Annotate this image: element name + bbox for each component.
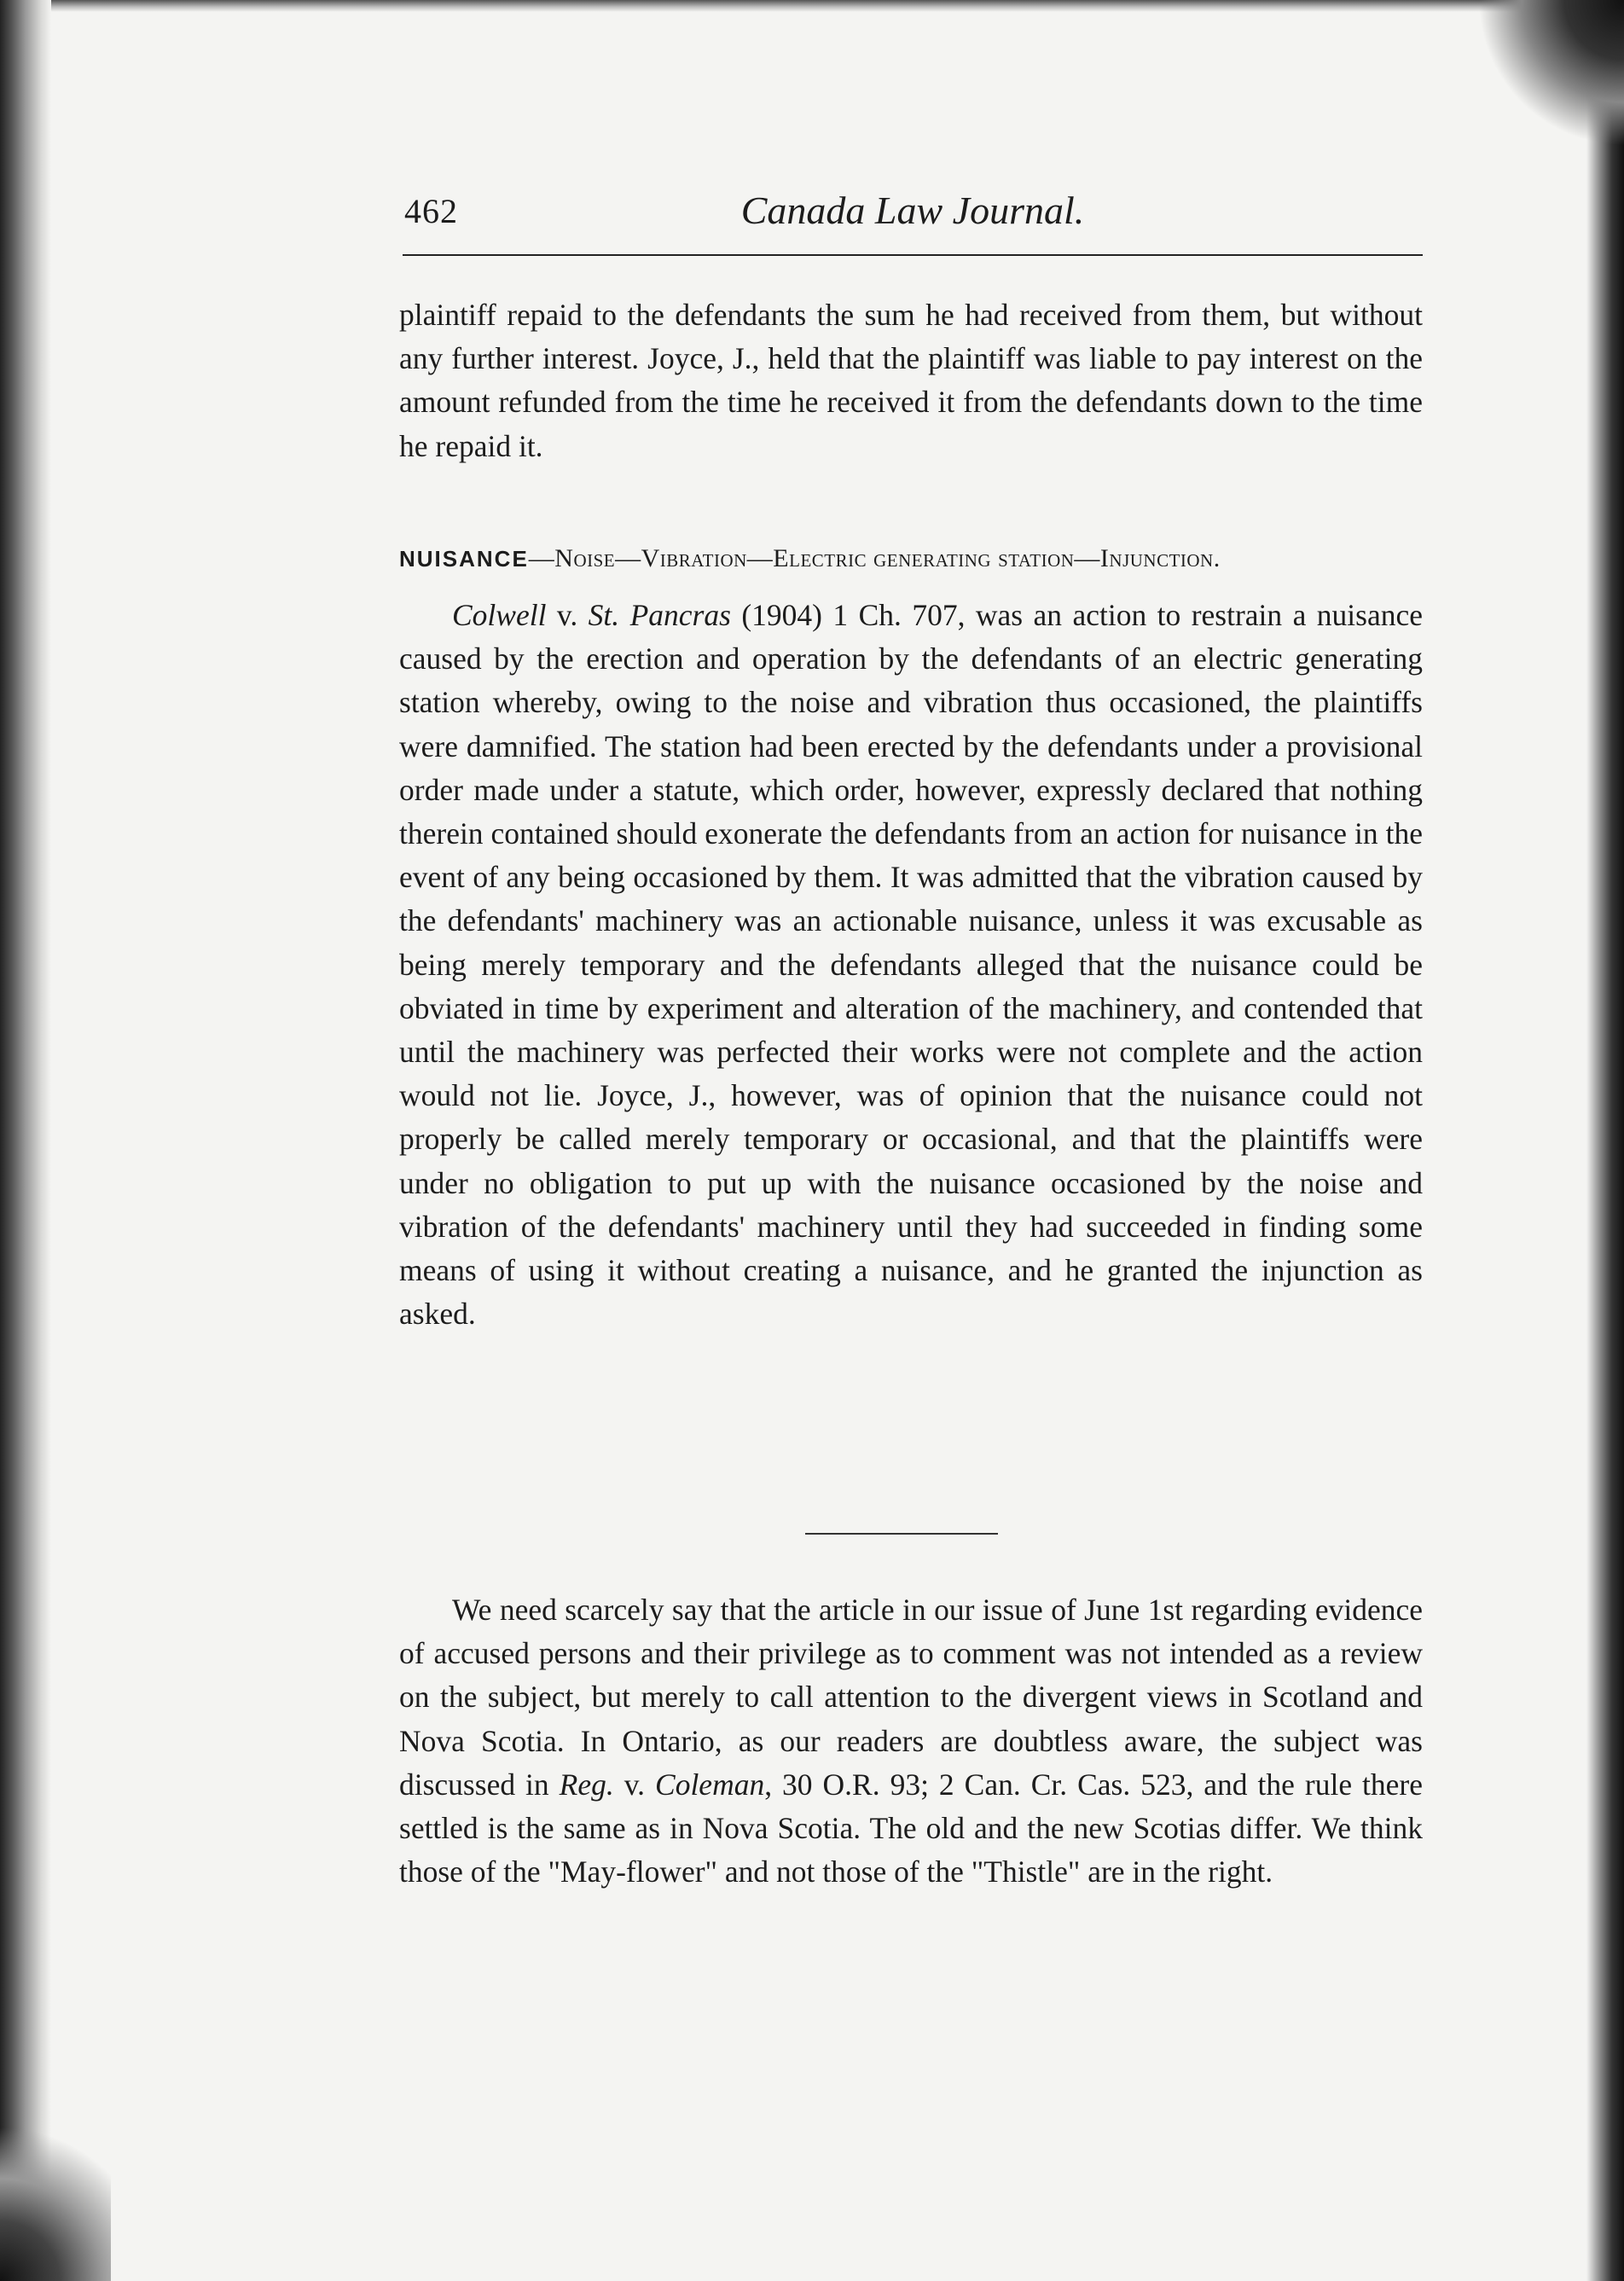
scan-shadow-corner <box>1462 0 1624 145</box>
header-rule <box>403 254 1423 256</box>
paragraph-text: plaintiff repaid to the defendants the sum he had received from them, but without any further interest. Joyce, J., held that the plaintiff was liable to pay interest on the amount refunded from the time he received it from the defendants down to the time he repaid it. <box>399 298 1423 463</box>
case-paragraph-text <box>399 594 1423 1336</box>
editorial-text-b: , 30 O.R. 93; 2 Can. Cr. Cas. 523, and the rule there settled is the same as in Nova Scotia. The old and the new Scotias differ. We think those of the "May-flower" and not those of the "Thistle" are in the right. <box>399 1767 1424 1889</box>
editorial-text-a: We need scarcely say that the article in our issue of June 1st regarding evidence of accused persons and their privilege as to comment was not intended as a review on the subject, but merely to call attention to the divergent views in Scotland and Nova Scotia. In Ontario, as our readers are doubtless aware, the subject was discussed in <box>399 1593 1423 1802</box>
section-heading <box>399 544 1423 573</box>
page-header <box>403 181 1423 258</box>
paragraph-continuation <box>399 293 1423 468</box>
case-paragraph <box>399 594 1423 1336</box>
scan-edge-top <box>0 0 1624 12</box>
case-versus: v. <box>546 598 589 632</box>
case-body: (1904) 1 Ch. 707, was an action to restrain a nuisance caused by the erection and operation by the defendants of an electric generating station whereby, owing to the noise and vibration thus occasioned, the plaintiffs were damnified. The station had been erected by the defendants under a provisional order made under a statute, which order, however, expressly declared that nothing therein contained should exonerate the defendants from an action for nuisance in the event of any being occasioned by them. It was admitted that the vibration caused by the defendants' machinery was an actionable nuisance, unless it was excusable as being merely temporary and the defendants alleged that the nuisance could be obviated in time by experiment and alteration of the machinery, and contended that until the machinery was perfected their works were not complete and the action would not lie. Joyce, J., however, was of opinion that the nuisance could not properly be called merely temporary or occasional, and that the plaintiffs were under no obligation to put up with the nuisance occasioned by the noise and vibration of the defendants' machinery until they had succeeded in finding some means of using it without creating a nuisance, and he granted the injunction as asked. <box>399 598 1423 1332</box>
editorial-note <box>399 1588 1423 1894</box>
scan-shadow-corner <box>0 2110 111 2281</box>
section-separator <box>805 1533 998 1535</box>
citation-versus: v. <box>613 1767 656 1802</box>
page-number: 462 <box>404 192 458 230</box>
section-subtitle: —Noise—Vibration—Electric generating station—Injunction. <box>528 544 1221 572</box>
case-defendant: St. Pancras <box>588 598 731 632</box>
scan-edge-left <box>0 0 51 2281</box>
section-keyword: NUISANCE <box>399 546 529 572</box>
case-plaintiff: Colwell <box>452 598 547 632</box>
citation-reg: Reg. <box>559 1767 614 1802</box>
scan-edge-right <box>1586 0 1624 2281</box>
running-title: Canada Law Journal. <box>740 189 1085 232</box>
citation-coleman: Coleman <box>655 1767 765 1802</box>
editorial-text <box>399 1588 1423 1894</box>
